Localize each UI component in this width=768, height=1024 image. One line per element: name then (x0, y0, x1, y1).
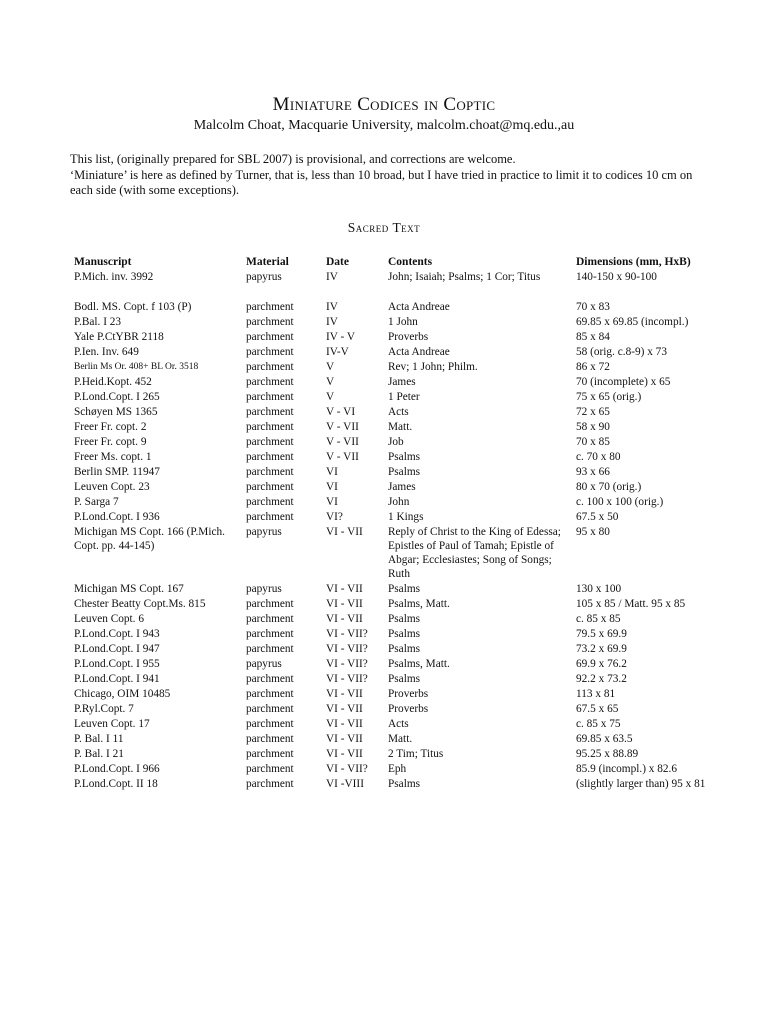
cell-contents: 1 Kings (388, 510, 424, 523)
cell-manuscript: Chicago, OIM 10485 (74, 687, 171, 700)
cell-date: VI - VII (326, 582, 363, 595)
cell-material: parchment (246, 597, 294, 610)
cell-date: VI -VIII (326, 777, 364, 790)
cell-date: VI? (326, 510, 343, 523)
cell-dimensions: 93 x 66 (576, 465, 610, 478)
cell-dimensions: 69.9 x 76.2 (576, 657, 627, 670)
cell-dimensions: 67.5 x 65 (576, 702, 619, 715)
cell-material: parchment (246, 345, 294, 358)
cell-contents: Matt. (388, 420, 413, 433)
cell-manuscript: P.Mich. inv. 3992 (74, 270, 154, 283)
cell-manuscript: P. Bal. I 21 (74, 747, 124, 760)
cell-material: parchment (246, 405, 294, 418)
cell-dimensions: 79.5 x 69.9 (576, 627, 627, 640)
cell-date: V - VII (326, 435, 359, 448)
table-row (72, 389, 712, 404)
table-header-row (72, 255, 712, 269)
cell-material: papyrus (246, 657, 282, 670)
cell-manuscript: Leuven Copt. 23 (74, 480, 150, 493)
cell-contents: Psalms (388, 672, 421, 685)
cell-contents: Psalms (388, 627, 421, 640)
cell-material: parchment (246, 642, 294, 655)
table-row (72, 374, 712, 389)
cell-manuscript: P. Bal. I 11 (74, 732, 124, 745)
cell-dimensions: 95.25 x 88.89 (576, 747, 639, 760)
cell-date: V (326, 390, 335, 403)
cell-material: parchment (246, 672, 294, 685)
cell-manuscript: Schøyen MS 1365 (74, 405, 158, 418)
cell-date: VI (326, 465, 338, 478)
cell-manuscript: Yale P.CtYBR 2118 (74, 330, 164, 343)
cell-manuscript: Chester Beatty Copt.Ms. 815 (74, 597, 206, 610)
cell-manuscript: Bodl. MS. Copt. f 103 (P) (74, 300, 192, 313)
table-row (72, 701, 712, 716)
cell-date: IV (326, 270, 338, 283)
table-row (72, 746, 712, 761)
cell-date: V - VII (326, 450, 359, 463)
cell-contents: Psalms, Matt. (388, 657, 450, 670)
cell-contents: 1 Peter (388, 390, 420, 403)
cell-material: papyrus (246, 582, 282, 595)
cell-date: VI - VII (326, 612, 363, 625)
cell-contents: John (388, 495, 410, 508)
cell-contents: Eph (388, 762, 407, 775)
cell-material: parchment (246, 510, 294, 523)
table-row (72, 464, 712, 479)
intro-line-1: This list, (originally prepared for SBL 2007) is provisional, and corrections are welcome. (70, 152, 516, 166)
table-row (72, 479, 712, 494)
cell-contents: Job (388, 435, 404, 448)
cell-contents: James (388, 375, 416, 388)
table-row (72, 494, 712, 509)
table-row (72, 641, 712, 656)
cell-material: parchment (246, 375, 294, 388)
cell-dimensions: 140-150 x 90-100 (576, 270, 657, 283)
table-row (72, 581, 712, 596)
cell-date: VI - VII (326, 717, 363, 730)
cell-material: parchment (246, 450, 294, 463)
cell-dimensions: 58 x 90 (576, 420, 610, 433)
table-row (72, 269, 712, 284)
table-row (72, 404, 712, 419)
cell-date: V (326, 360, 335, 373)
header-dimensions: Dimensions (mm, HxB) (576, 256, 691, 268)
cell-material: parchment (246, 330, 294, 343)
cell-date: VI - VII (326, 732, 363, 745)
cell-contents: Acta Andreae (388, 300, 450, 313)
table-spacer-row (72, 284, 712, 299)
cell-material: parchment (246, 612, 294, 625)
table-row (72, 671, 712, 686)
cell-contents: Acts (388, 717, 409, 730)
table-row (72, 344, 712, 359)
table-row (72, 524, 712, 581)
cell-manuscript: P.Lond.Copt. I 966 (74, 762, 160, 775)
cell-manuscript: P.Ryl.Copt. 7 (74, 702, 134, 715)
cell-manuscript: P.Heid.Kopt. 452 (74, 375, 152, 388)
cell-manuscript: P.Lond.Copt. II 18 (74, 777, 158, 790)
cell-material: papyrus (246, 270, 282, 283)
cell-manuscript: Freer Fr. copt. 9 (74, 435, 147, 448)
cell-contents: 1 John (388, 315, 418, 328)
cell-date: VI - VII? (326, 657, 368, 670)
cell-manuscript: P.Lond.Copt. I 941 (74, 672, 160, 685)
cell-manuscript: Berlin Ms Or. 408+ BL Or. 3518 (74, 361, 199, 372)
cell-contents: Psalms (388, 777, 421, 790)
cell-manuscript: P.Lond.Copt. I 947 (74, 642, 160, 655)
cell-dimensions: 69.85 x 63.5 (576, 732, 633, 745)
header-date: Date (326, 256, 349, 268)
cell-date: VI - VII (326, 702, 363, 715)
table-row (72, 329, 712, 344)
cell-contents: Psalms (388, 465, 421, 478)
cell-dimensions: c. 70 x 80 (576, 450, 621, 463)
cell-contents: Psalms (388, 612, 421, 625)
cell-dimensions: 72 x 65 (576, 405, 610, 418)
cell-manuscript: P.Lond.Copt. I 955 (74, 657, 160, 670)
cell-material: papyrus (246, 525, 282, 538)
cell-contents: Matt. (388, 732, 413, 745)
cell-contents: John; Isaiah; Psalms; 1 Cor; Titus (388, 270, 541, 283)
cell-material: parchment (246, 717, 294, 730)
cell-material: parchment (246, 390, 294, 403)
cell-date: IV (326, 300, 338, 313)
cell-material: parchment (246, 465, 294, 478)
table-row (72, 731, 712, 746)
cell-contents: 2 Tim; Titus (388, 747, 444, 760)
cell-dimensions: 58 (orig. c.8-9) x 73 (576, 345, 667, 358)
table-row (72, 716, 712, 731)
cell-material: parchment (246, 495, 294, 508)
cell-contents: Acta Andreae (388, 345, 450, 358)
table-row (72, 626, 712, 641)
cell-material: parchment (246, 480, 294, 493)
cell-dimensions: 105 x 85 / Matt. 95 x 85 (576, 597, 686, 610)
table-spacer-cell (72, 284, 712, 299)
cell-manuscript: Leuven Copt. 17 (74, 717, 150, 730)
codices-table (72, 255, 712, 791)
section-heading: Sacred Text (347, 220, 421, 235)
cell-contents: Proverbs (388, 702, 429, 715)
cell-date: IV-V (326, 345, 349, 358)
table-row (72, 509, 712, 524)
cell-dimensions: c. 85 x 75 (576, 717, 621, 730)
cell-material: parchment (246, 627, 294, 640)
cell-dimensions: 85.9 (incompl.) x 82.6 (576, 762, 678, 775)
table-row (72, 656, 712, 671)
cell-manuscript: P.Lond.Copt. I 265 (74, 390, 160, 403)
cell-manuscript: Freer Ms. copt. 1 (74, 450, 152, 463)
cell-material: parchment (246, 777, 294, 790)
cell-manuscript: P.Bal. I 23 (74, 315, 122, 328)
cell-contents: James (388, 480, 416, 493)
cell-contents: Psalms, Matt. (388, 597, 450, 610)
cell-manuscript: P. Sarga 7 (74, 495, 119, 508)
cell-date: IV - V (326, 330, 356, 343)
table-row (72, 419, 712, 434)
cell-dimensions: 85 x 84 (576, 330, 610, 343)
header-contents: Contents (388, 256, 433, 268)
table-row (72, 449, 712, 464)
cell-date: VI (326, 495, 338, 508)
table-row (72, 611, 712, 626)
cell-material: parchment (246, 300, 294, 313)
cell-manuscript: P.Lond.Copt. I 936 (74, 510, 160, 523)
cell-dimensions: 70 x 83 (576, 300, 610, 313)
cell-manuscript: Berlin SMP. 11947 (74, 465, 160, 478)
cell-date: VI - VII (326, 525, 363, 538)
cell-contents: Psalms (388, 582, 421, 595)
table-row (72, 314, 712, 329)
table-row (72, 299, 712, 314)
cell-dimensions: 73.2 x 69.9 (576, 642, 627, 655)
cell-dimensions: 113 x 81 (576, 687, 616, 700)
cell-contents: Rev; 1 John; Philm. (388, 360, 478, 373)
cell-material: parchment (246, 732, 294, 745)
cell-dimensions: 92.2 x 73.2 (576, 672, 627, 685)
cell-contents: Psalms (388, 642, 421, 655)
table-row (72, 686, 712, 701)
header-manuscript: Manuscript (74, 256, 132, 268)
cell-material: parchment (246, 435, 294, 448)
cell-material: parchment (246, 315, 294, 328)
cell-material: parchment (246, 762, 294, 775)
cell-date: VI - VII? (326, 672, 368, 685)
cell-manuscript: Leuven Copt. 6 (74, 612, 144, 625)
cell-material: parchment (246, 747, 294, 760)
cell-dimensions: 67.5 x 50 (576, 510, 619, 523)
header-material: Material (246, 256, 289, 268)
cell-dimensions: 75 x 65 (orig.) (576, 390, 642, 403)
cell-material: parchment (246, 420, 294, 433)
cell-date: V (326, 375, 335, 388)
cell-dimensions: 95 x 80 (576, 525, 610, 538)
table-row (72, 776, 712, 791)
cell-dimensions: c. 100 x 100 (orig.) (576, 495, 664, 508)
cell-material: parchment (246, 360, 294, 373)
cell-manuscript: P.Lond.Copt. I 943 (74, 627, 160, 640)
cell-date: VI - VII (326, 597, 363, 610)
cell-date: VI - VII? (326, 762, 368, 775)
cell-date: VI (326, 480, 338, 493)
cell-dimensions: 69.85 x 69.85 (incompl.) (576, 315, 689, 328)
cell-dimensions: c. 85 x 85 (576, 612, 621, 625)
document-title: Miniature Codices in Coptic (272, 94, 496, 115)
cell-date: IV (326, 315, 338, 328)
intro-paragraph (70, 152, 710, 199)
cell-manuscript: Freer Fr. copt. 2 (74, 420, 147, 433)
cell-date: V - VI (326, 405, 356, 418)
cell-date: VI - VII? (326, 642, 368, 655)
cell-date: VI - VII (326, 747, 363, 760)
table-row (72, 761, 712, 776)
table-row (72, 596, 712, 611)
cell-dimensions: 130 x 100 (576, 582, 622, 595)
intro-line-2: ‘Miniature’ is here as defined by Turner, that is, less than 10 broad, but I have tried in practice to limit it to codices 10 cm on each side (with some exceptions). (70, 167, 693, 197)
cell-dimensions: (slightly larger than) 95 x 81 (576, 777, 706, 790)
cell-date: V - VII (326, 420, 359, 433)
cell-dimensions: 70 x 85 (576, 435, 610, 448)
table-body (72, 269, 712, 791)
author-line: Malcolm Choat, Macquarie University, malcolm.choat@mq.edu.,au (193, 118, 575, 133)
cell-dimensions: 80 x 70 (orig.) (576, 480, 642, 493)
cell-date: VI - VII (326, 687, 363, 700)
cell-manuscript: P.Ien. Inv. 649 (74, 345, 139, 358)
cell-date: VI - VII? (326, 627, 368, 640)
cell-contents: Proverbs (388, 330, 429, 343)
cell-manuscript: Michigan MS Copt. 167 (74, 582, 184, 595)
cell-contents: Reply of Christ to the King of Edessa; Epistles of Paul of Tamah; Epistle of Abgar; Ecclesiastes; Song of Songs; Ruth (388, 525, 561, 580)
cell-dimensions: 86 x 72 (576, 360, 610, 373)
table-row (72, 359, 712, 374)
cell-manuscript: Michigan MS Copt. 166 (P.Mich. Copt. pp. 44-145) (74, 525, 225, 552)
cell-material: parchment (246, 702, 294, 715)
cell-contents: Psalms (388, 450, 421, 463)
cell-contents: Proverbs (388, 687, 429, 700)
cell-material: parchment (246, 687, 294, 700)
cell-dimensions: 70 (incomplete) x 65 (576, 375, 671, 388)
table-row (72, 434, 712, 449)
cell-contents: Acts (388, 405, 409, 418)
